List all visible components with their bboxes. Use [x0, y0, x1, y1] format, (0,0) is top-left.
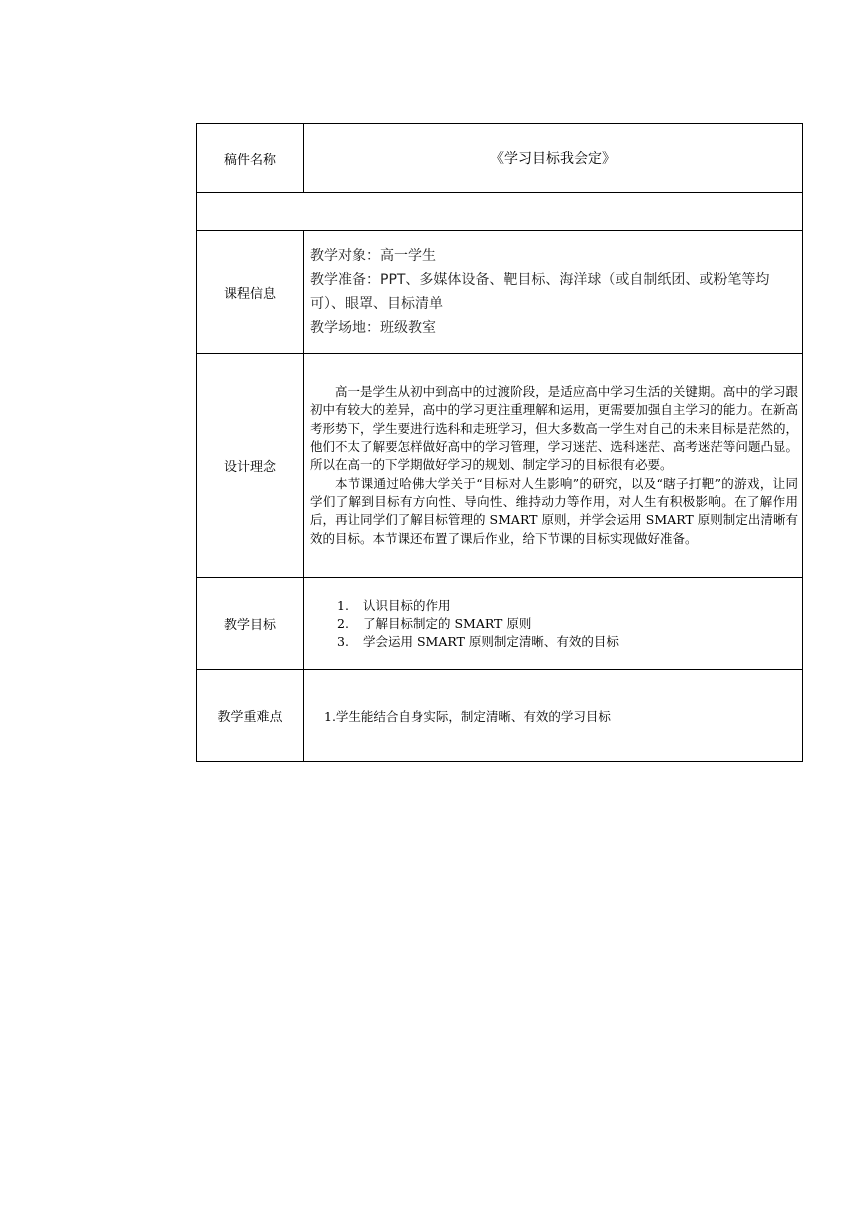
- design-concept-row: [197, 354, 803, 578]
- teaching-goals-label: 教学目标: [197, 578, 304, 670]
- goal-number: 1.: [337, 597, 349, 613]
- list-item: [337, 633, 802, 651]
- design-concept-content: [304, 354, 803, 578]
- teaching-goals-row: [197, 578, 803, 670]
- key-points-label: 教学重难点: [197, 670, 304, 762]
- goal-number: 3.: [337, 633, 349, 649]
- course-info-label: 课程信息: [197, 231, 304, 354]
- goal-text: 认识目标的作用: [363, 597, 451, 613]
- design-paragraph-1: 高一是学生从初中到高中的过渡阶段，是适应高中学习生活的关键期。高中的学习跟初中有较大的差异，高中的学习更注重理解和运用，更需要加强自主学习的能力。在新高考形势下，学生要进行选科和走班学习，但大多数高一学生对自己的未来目标是茫然的，他们不太了解要怎样做好高中的学习管理，学习迷茫、选科迷茫、高考迷茫等问题凸显。所以在高一的下学期做好学习的规划、制定学习的目标很有必要。: [310, 384, 798, 473]
- key-points-row: [197, 670, 803, 762]
- teaching-preparation-line: 教学准备：PPT、多媒体设备、靶目标、海洋球（或自制纸团、或粉笔等均可）、眼罩、目标清单: [310, 272, 770, 312]
- list-item: [337, 615, 802, 633]
- course-info-content: [304, 231, 803, 354]
- design-concept-label: 设计理念: [197, 354, 304, 578]
- goals-list: [304, 597, 802, 651]
- course-info-row: [197, 231, 803, 354]
- manuscript-title: 《学习目标我会定》: [304, 124, 803, 193]
- teaching-goals-content: [304, 578, 803, 670]
- goal-number: 2.: [337, 615, 349, 631]
- teaching-venue-line: 教学场地：班级教室: [310, 320, 436, 336]
- list-item: [337, 597, 802, 615]
- title-row: [197, 124, 803, 193]
- goal-text: 了解目标制定的 SMART 原则: [363, 615, 532, 631]
- blank-cell: [197, 193, 803, 231]
- goal-text: 学会运用 SMART 原则制定清晰、有效的目标: [363, 633, 619, 649]
- key-points-content: [304, 670, 803, 762]
- teaching-target-line: 教学对象：高一学生: [310, 248, 436, 264]
- blank-row: [197, 193, 803, 231]
- lesson-plan-table: [196, 123, 803, 762]
- title-label: 稿件名称: [197, 124, 304, 193]
- design-paragraph-2: 本节课通过哈佛大学关于“目标对人生影响”的研究，以及“瞎子打靶”的游戏，让同学们了解到目标有方向性、导向性、维持动力等作用，对人生有积极影响。在了解作用后，再让同学们了解目标管理的 SMART 原则，并学会运用 SMART 原则制定出清晰有效的目标。本节课还布置了课后作业，给下节课的目标实现做好准备。: [310, 475, 798, 546]
- key-points-text: 1.学生能结合自身实际，制定清晰、有效的学习目标: [324, 708, 611, 724]
